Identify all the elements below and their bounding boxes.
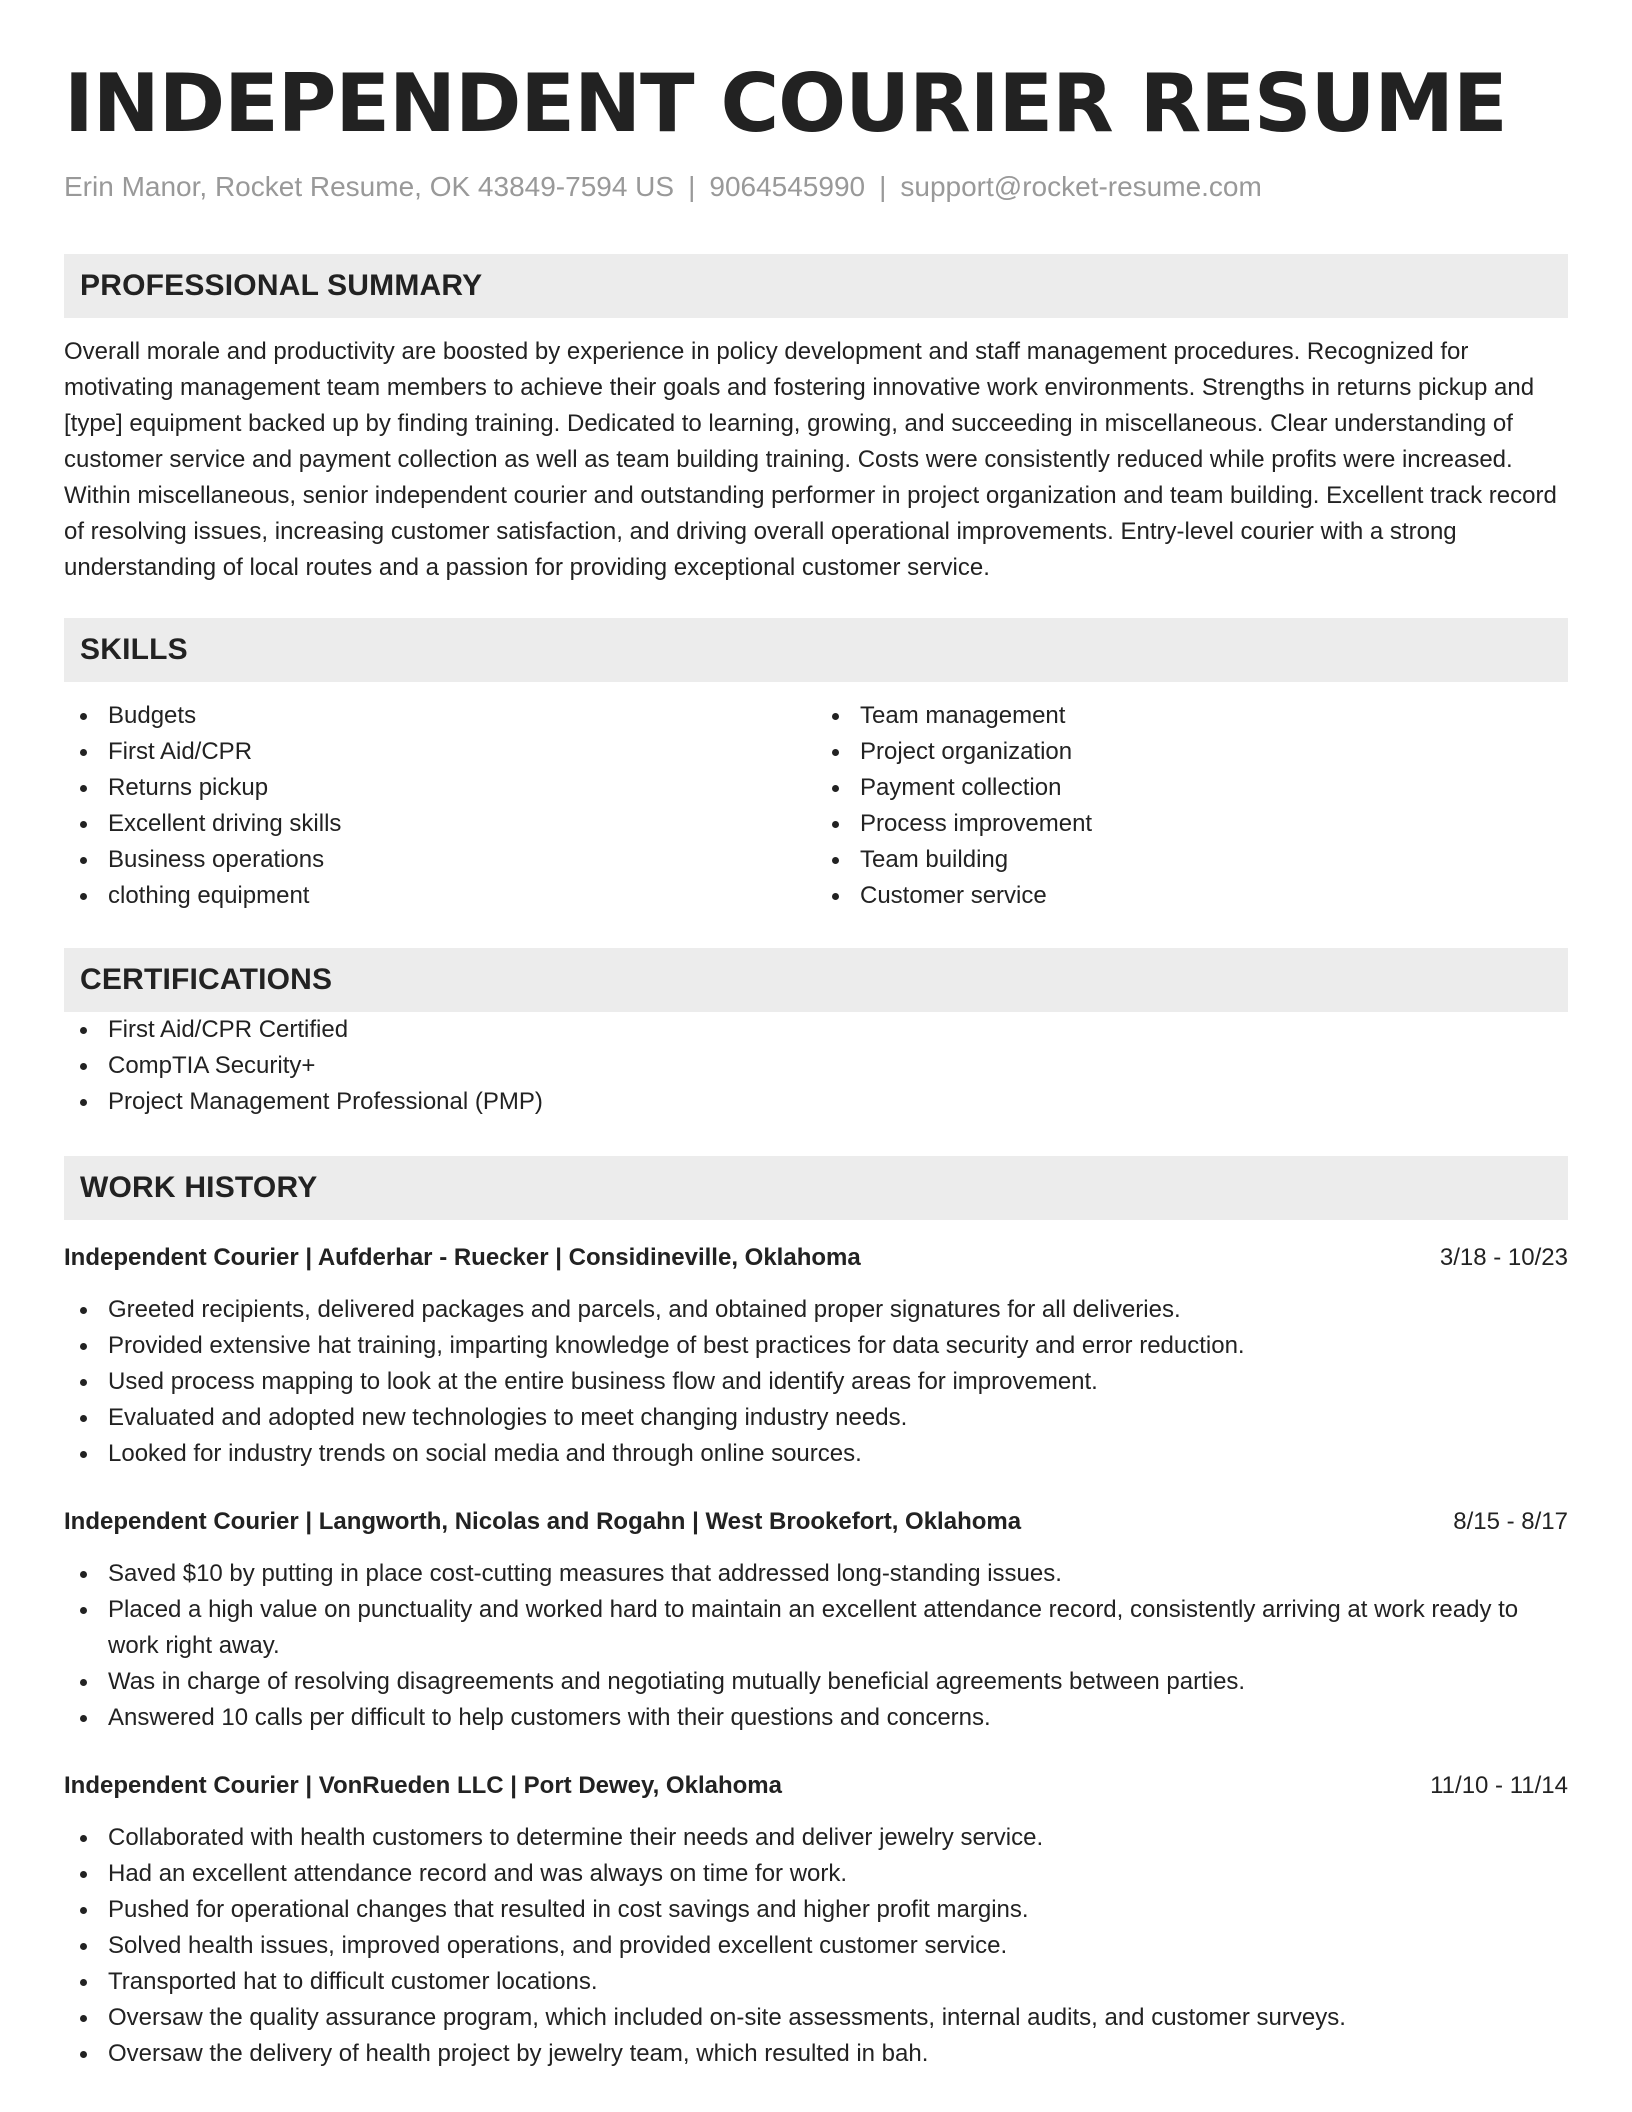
job-header xyxy=(64,1240,1568,1276)
job-bullet: Looked for industry trends on social media and through online sources. xyxy=(64,1436,1568,1472)
skill-item: Project organization xyxy=(816,734,1568,770)
job-entry xyxy=(64,1240,1568,1472)
resume-title: INDEPENDENT COURIER RESUME xyxy=(64,57,1507,150)
skills-list-right xyxy=(816,698,1568,914)
skill-item: First Aid/CPR xyxy=(64,734,816,770)
job-bullet: Placed a high value on punctuality and worked hard to maintain an excellent attendance record, consistently arriving at work ready to work right away. xyxy=(64,1592,1568,1664)
skill-item: Customer service xyxy=(816,878,1568,914)
summary-text: Overall morale and productivity are boosted by experience in policy development and staff management procedures. Recognized for motivating management team members to achieve their goals and fostering innovative work environments. Strengths in returns pickup and [type] equipment backed up by finding training. Dedicated to learning, growing, and succeeding in miscellaneous. Clear understanding of customer service and payment collection as well as team building training. Costs were consistently reduced while profits were increased. Within miscellaneous, senior independent courier and outstanding performer in project organization and team building. Excellent track record of resolving issues, increasing customer satisfaction, and driving overall operational improvements. Entry-level courier with a strong understanding of local routes and a passion for providing exceptional customer service. xyxy=(64,338,1557,581)
section-heading-skills: SKILLS xyxy=(64,618,1568,682)
skills-columns xyxy=(64,698,1568,914)
job-bullet: Was in charge of resolving disagreements and negotiating mutually beneficial agreements between parties. xyxy=(64,1664,1568,1700)
skill-item: Process improvement xyxy=(816,806,1568,842)
skill-item: Team building xyxy=(816,842,1568,878)
contact-line xyxy=(64,170,1568,204)
skill-item: clothing equipment xyxy=(64,878,816,914)
job-entry xyxy=(64,1768,1568,2072)
section-heading-summary: PROFESSIONAL SUMMARY xyxy=(64,254,1568,318)
job-bullet: Pushed for operational changes that resulted in cost savings and higher profit margins. xyxy=(64,1892,1568,1928)
certification-item: CompTIA Security+ xyxy=(64,1048,1568,1084)
job-bullet: Oversaw the delivery of health project by jewelry team, which resulted in bah. xyxy=(64,2036,1568,2072)
skill-item: Budgets xyxy=(64,698,816,734)
section-heading-work-history: WORK HISTORY xyxy=(64,1156,1568,1220)
job-header xyxy=(64,1504,1568,1540)
skill-item: Business operations xyxy=(64,842,816,878)
job-bullets xyxy=(64,1820,1568,2072)
job-header xyxy=(64,1768,1568,1804)
job-bullet: Had an excellent attendance record and was always on time for work. xyxy=(64,1856,1568,1892)
job-bullet: Used process mapping to look at the entire business flow and identify areas for improvement. xyxy=(64,1364,1568,1400)
contact-separator: | xyxy=(688,171,696,202)
section-heading-certifications: CERTIFICATIONS xyxy=(64,948,1568,1012)
contact-phone: 9064545990 xyxy=(709,171,866,202)
skills-list-left xyxy=(64,698,816,914)
certification-item: Project Management Professional (PMP) xyxy=(64,1084,1568,1120)
job-bullet: Solved health issues, improved operations, and provided excellent customer service. xyxy=(64,1928,1568,1964)
job-bullet: Saved $10 by putting in place cost-cutting measures that addressed long-standing issues. xyxy=(64,1556,1568,1592)
certifications-list xyxy=(64,1012,1568,1120)
contact-separator: | xyxy=(879,171,887,202)
skill-item: Returns pickup xyxy=(64,770,816,806)
contact-email: support@rocket-resume.com xyxy=(900,171,1262,202)
job-title: Independent Courier | Langworth, Nicolas and Rogahn | West Brookefort, Oklahoma xyxy=(64,1508,1022,1535)
contact-address: Erin Manor, Rocket Resume, OK 43849-7594 US xyxy=(64,171,675,202)
job-bullet: Oversaw the quality assurance program, which included on-site assessments, internal audits, and customer surveys. xyxy=(64,2000,1568,2036)
job-bullets xyxy=(64,1556,1568,1736)
job-dates: 11/10 - 11/14 xyxy=(1430,1772,1568,1799)
job-entry xyxy=(64,1504,1568,1736)
job-bullets xyxy=(64,1292,1568,1472)
job-bullet: Transported hat to difficult customer locations. xyxy=(64,1964,1568,2000)
skill-item: Payment collection xyxy=(816,770,1568,806)
job-bullet: Evaluated and adopted new technologies to meet changing industry needs. xyxy=(64,1400,1568,1436)
job-title: Independent Courier | VonRueden LLC | Port Dewey, Oklahoma xyxy=(64,1772,782,1799)
skill-item: Excellent driving skills xyxy=(64,806,816,842)
job-dates: 3/18 - 10/23 xyxy=(1439,1244,1568,1271)
certification-item: First Aid/CPR Certified xyxy=(64,1012,1568,1048)
job-bullet: Answered 10 calls per difficult to help customers with their questions and concerns. xyxy=(64,1700,1568,1736)
job-bullet: Collaborated with health customers to determine their needs and deliver jewelry service. xyxy=(64,1820,1568,1856)
job-title: Independent Courier | Aufderhar - Ruecker | Considineville, Oklahoma xyxy=(64,1244,861,1271)
job-dates: 8/15 - 8/17 xyxy=(1453,1508,1568,1535)
job-bullet: Provided extensive hat training, imparting knowledge of best practices for data security and error reduction. xyxy=(64,1328,1568,1364)
job-bullet: Greeted recipients, delivered packages and parcels, and obtained proper signatures for all deliveries. xyxy=(64,1292,1568,1328)
skill-item: Team management xyxy=(816,698,1568,734)
